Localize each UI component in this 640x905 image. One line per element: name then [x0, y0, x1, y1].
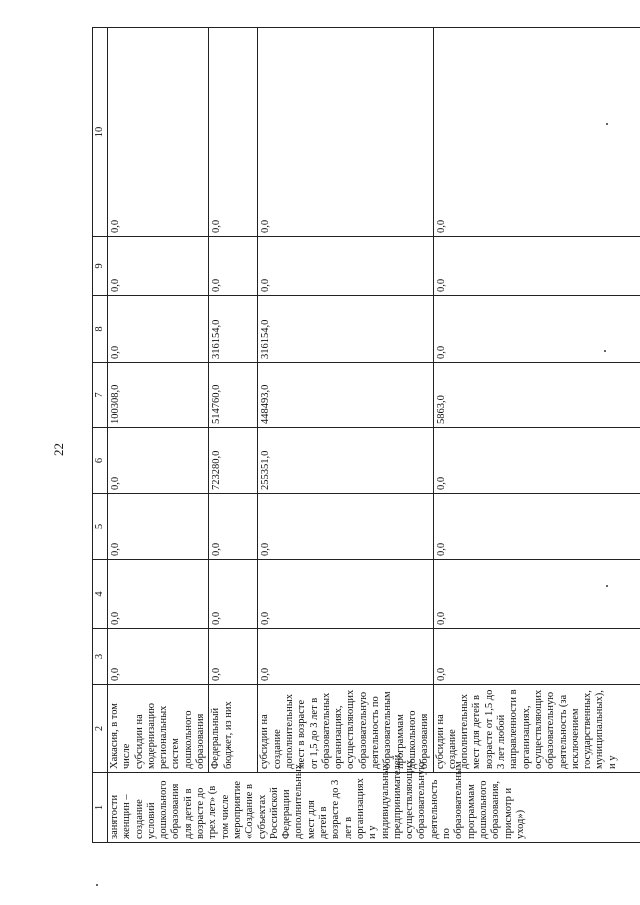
value-cell: 723280,0 [209, 428, 258, 494]
value-cell: 0,0 [209, 494, 258, 560]
value-cell: 0,0 [258, 237, 433, 296]
value-cell: 100308,0 [108, 363, 209, 428]
value-cell: 0,0 [108, 494, 209, 560]
table-row [433, 28, 640, 843]
value-cell: 5863,0 [433, 363, 640, 428]
header-row [93, 28, 108, 843]
measure-description: занятости женщин – создание условий дошкольного образования для детей в возрасте до трех лет» (в том числе мероприятие «Создание в субъектах Российской Федерации дополнительных мест для детей в возрасте до 3 лет в организациях и у индивидуальных предпринимателей, осуществляющих образовательную деятельность по образовательным программам дошкольного образования, присмотр и уход») [108, 773, 640, 843]
page-number: 22 [51, 443, 66, 456]
header-cell-5: 5 [93, 494, 108, 560]
value-cell: 0,0 [209, 560, 258, 629]
scan-speck [606, 123, 608, 125]
value-cell: 0,0 [258, 560, 433, 629]
value-cell: 0,0 [108, 296, 209, 363]
value-cell: 0,0 [209, 629, 258, 685]
value-cell: 0,0 [433, 237, 640, 296]
header-cell-6: 6 [93, 428, 108, 494]
value-cell: 0,0 [433, 28, 640, 237]
value-cell: 0,0 [108, 560, 209, 629]
value-cell: 0,0 [433, 560, 640, 629]
value-cell: 316154,0 [209, 296, 258, 363]
continued-header: Хакасия, в том числе [109, 703, 133, 769]
value-cell: 0,0 [433, 629, 640, 685]
table-row [209, 28, 258, 843]
value-cell: 255351,0 [258, 428, 433, 494]
header-cell-7: 7 [93, 363, 108, 428]
header-cell-4: 4 [93, 560, 108, 629]
scan-speck [96, 884, 98, 886]
header-cell-9: 9 [93, 237, 108, 296]
header-cell-3: 3 [93, 629, 108, 685]
scan-speck [604, 350, 606, 352]
value-cell: 0,0 [258, 28, 433, 237]
value-cell: 448493,0 [258, 363, 433, 428]
value-cell: 0,0 [108, 237, 209, 296]
value-cell: 0,0 [258, 629, 433, 685]
row-label [108, 685, 209, 773]
scan-speck [606, 585, 608, 587]
table-row [258, 28, 433, 843]
row-label: субсидии на создание дополнительных мест для детей в возрасте от 1,5 до 3 лет любой направленности в организациях, осуществляющих образовательную деятельность (за исключением государственных, муниципальных), и у [433, 685, 640, 773]
value-cell: 0,0 [433, 296, 640, 363]
budget-table [92, 27, 640, 843]
value-cell: 0,0 [433, 428, 640, 494]
value-cell: 0,0 [433, 494, 640, 560]
header-cell-2: 2 [93, 685, 108, 773]
row-label-text: субсидии на модернизацию региональных систем дошкольного образования [133, 703, 207, 769]
value-cell: 0,0 [258, 494, 433, 560]
header-cell-1: 1 [93, 773, 108, 843]
rotated-table-container [92, 28, 618, 843]
value-cell: 0,0 [108, 629, 209, 685]
value-cell: 0,0 [108, 28, 209, 237]
header-cell-10: 10 [93, 28, 108, 237]
row-label: Федеральный бюджет, из них [209, 685, 258, 773]
value-cell: 0,0 [108, 428, 209, 494]
table-row [108, 28, 209, 843]
value-cell: 0,0 [209, 237, 258, 296]
row-label: субсидии на создание дополнительных мест в возрасте от 1,5 до 3 лет в образовательных организациях, осуществляющих образовательную деятельность по образовательным программам дошкольного образования [258, 685, 433, 773]
header-cell-8: 8 [93, 296, 108, 363]
value-cell: 514760,0 [209, 363, 258, 428]
value-cell: 0,0 [209, 28, 258, 237]
value-cell: 316154,0 [258, 296, 433, 363]
